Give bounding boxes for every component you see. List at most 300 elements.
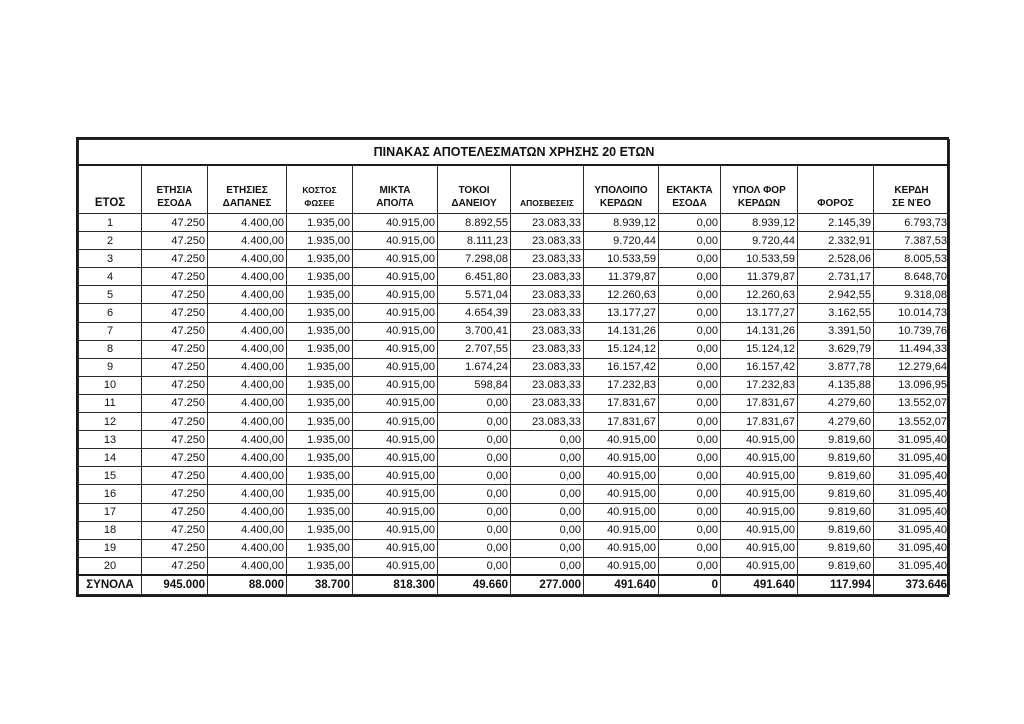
cell-osee-cost: 1.935,00 <box>287 503 353 521</box>
cell-extraordinary-income: 0,00 <box>659 557 721 575</box>
cell-extraordinary-income: 0,00 <box>659 250 721 268</box>
cell-tax: 3.877,78 <box>798 358 874 376</box>
cell-gross-profit: 40.915,00 <box>353 322 438 340</box>
cell-net-profit: 6.793,73 <box>874 214 950 232</box>
cell-depreciation: 23.083,33 <box>511 358 584 376</box>
column-header-line2: ΦΟΡΟΣ <box>817 198 854 209</box>
cell-year: 20 <box>79 557 142 575</box>
cell-osee-cost: 1.935,00 <box>287 250 353 268</box>
cell-annual-income: 47.250 <box>142 232 208 250</box>
cell-taxable-profit: 40.915,00 <box>721 521 798 539</box>
cell-gross-profit: 40.915,00 <box>353 557 438 575</box>
cell-gross-profit: 40.915,00 <box>353 485 438 503</box>
cell-depreciation: 23.083,33 <box>511 286 584 304</box>
cell-depreciation: 23.083,33 <box>511 394 584 412</box>
cell-osee-cost: 1.935,00 <box>287 232 353 250</box>
cell-loan-interest: 4.654,39 <box>438 304 511 322</box>
cell-remaining-profit: 40.915,00 <box>584 557 659 575</box>
cell-taxable-profit: 10.533,59 <box>721 250 798 268</box>
cell-annual-expenses: 4.400,00 <box>208 503 287 521</box>
cell-net-profit: 12.279,64 <box>874 358 950 376</box>
cell-tax: 3.629,79 <box>798 340 874 358</box>
cell-annual-expenses: 4.400,00 <box>208 485 287 503</box>
total-extraordinary-income: 0 <box>659 575 721 594</box>
cell-taxable-profit: 40.915,00 <box>721 449 798 467</box>
cell-tax: 9.819,60 <box>798 449 874 467</box>
cell-annual-income: 47.250 <box>142 413 208 431</box>
column-header-line1: ΚΕΡΔΗ <box>894 185 929 196</box>
column-header-osee-cost <box>287 165 353 214</box>
cell-year: 6 <box>79 304 142 322</box>
cell-remaining-profit: 40.915,00 <box>584 431 659 449</box>
cell-taxable-profit: 14.131,26 <box>721 322 798 340</box>
column-header-line2: ΚΕΡΔΩΝ <box>737 198 781 209</box>
column-header-line1: ΕΤΗΣΙΕΣ <box>226 185 268 196</box>
cell-osee-cost: 1.935,00 <box>287 413 353 431</box>
table-body <box>79 214 950 576</box>
cell-taxable-profit: 40.915,00 <box>721 431 798 449</box>
cell-osee-cost: 1.935,00 <box>287 340 353 358</box>
cell-net-profit: 31.095,40 <box>874 503 950 521</box>
cell-year: 10 <box>79 376 142 394</box>
column-header-year <box>79 165 142 214</box>
cell-taxable-profit: 9.720,44 <box>721 232 798 250</box>
cell-extraordinary-income: 0,00 <box>659 413 721 431</box>
cell-year: 4 <box>79 268 142 286</box>
column-header-line1: ΤΟΚΟΙ <box>458 185 490 196</box>
cell-loan-interest: 0,00 <box>438 449 511 467</box>
cell-annual-income: 47.250 <box>142 521 208 539</box>
cell-taxable-profit: 17.831,67 <box>721 413 798 431</box>
total-depreciation: 277.000 <box>511 575 584 594</box>
cell-annual-expenses: 4.400,00 <box>208 268 287 286</box>
cell-net-profit: 8.005,53 <box>874 250 950 268</box>
cell-osee-cost: 1.935,00 <box>287 268 353 286</box>
cell-extraordinary-income: 0,00 <box>659 467 721 485</box>
cell-annual-income: 47.250 <box>142 503 208 521</box>
cell-year: 19 <box>79 539 142 557</box>
cell-year: 13 <box>79 431 142 449</box>
cell-depreciation: 23.083,33 <box>511 304 584 322</box>
table-row <box>79 467 950 485</box>
table-row <box>79 539 950 557</box>
cell-remaining-profit: 40.915,00 <box>584 503 659 521</box>
cell-tax: 2.731,17 <box>798 268 874 286</box>
cell-remaining-profit: 40.915,00 <box>584 449 659 467</box>
table-row <box>79 503 950 521</box>
cell-extraordinary-income: 0,00 <box>659 322 721 340</box>
table-row <box>79 340 950 358</box>
table-row <box>79 413 950 431</box>
cell-osee-cost: 1.935,00 <box>287 214 353 232</box>
cell-taxable-profit: 16.157,42 <box>721 358 798 376</box>
cell-tax: 4.279,60 <box>798 413 874 431</box>
column-header-line2: ΣΕ ΝΈΟ <box>892 198 931 209</box>
cell-extraordinary-income: 0,00 <box>659 485 721 503</box>
cell-extraordinary-income: 0,00 <box>659 340 721 358</box>
table-row <box>79 431 950 449</box>
cell-extraordinary-income: 0,00 <box>659 286 721 304</box>
cell-annual-expenses: 4.400,00 <box>208 250 287 268</box>
cell-annual-expenses: 4.400,00 <box>208 358 287 376</box>
cell-annual-income: 47.250 <box>142 214 208 232</box>
cell-net-profit: 31.095,40 <box>874 521 950 539</box>
table-title: ΠΙΝΑΚΑΣ ΑΠΟΤΕΛΕΣΜΑΤΩΝ ΧΡΗΣΗΣ 20 ΕΤΩΝ <box>79 140 950 165</box>
cell-annual-income: 47.250 <box>142 431 208 449</box>
cell-loan-interest: 2.707,55 <box>438 340 511 358</box>
cell-depreciation: 0,00 <box>511 557 584 575</box>
cell-gross-profit: 40.915,00 <box>353 449 438 467</box>
cell-net-profit: 31.095,40 <box>874 431 950 449</box>
cell-gross-profit: 40.915,00 <box>353 394 438 412</box>
cell-loan-interest: 6.451,80 <box>438 268 511 286</box>
cell-depreciation: 23.083,33 <box>511 250 584 268</box>
cell-annual-income: 47.250 <box>142 449 208 467</box>
cell-gross-profit: 40.915,00 <box>353 286 438 304</box>
column-header-depreciation <box>511 165 584 214</box>
column-header-line2: ΕΣΟΔΑ <box>672 198 707 209</box>
cell-taxable-profit: 40.915,00 <box>721 539 798 557</box>
cell-annual-income: 47.250 <box>142 322 208 340</box>
cell-annual-expenses: 4.400,00 <box>208 376 287 394</box>
totals-label: ΣΥΝΟΛΑ <box>79 575 142 594</box>
cell-annual-income: 47.250 <box>142 539 208 557</box>
table-row <box>79 358 950 376</box>
cell-tax: 2.145,39 <box>798 214 874 232</box>
cell-taxable-profit: 12.260,63 <box>721 286 798 304</box>
table-row <box>79 250 950 268</box>
cell-osee-cost: 1.935,00 <box>287 431 353 449</box>
cell-extraordinary-income: 0,00 <box>659 539 721 557</box>
cell-osee-cost: 1.935,00 <box>287 304 353 322</box>
cell-tax: 2.332,91 <box>798 232 874 250</box>
cell-tax: 9.819,60 <box>798 521 874 539</box>
column-header-line2: ΚΕΡΔΩΝ <box>599 198 643 209</box>
totals-row <box>79 575 950 594</box>
cell-loan-interest: 1.674,24 <box>438 358 511 376</box>
cell-year: 8 <box>79 340 142 358</box>
cell-net-profit: 10.014,73 <box>874 304 950 322</box>
results-table-sheet <box>76 137 949 597</box>
cell-gross-profit: 40.915,00 <box>353 467 438 485</box>
cell-net-profit: 31.095,40 <box>874 449 950 467</box>
cell-net-profit: 31.095,40 <box>874 539 950 557</box>
cell-annual-expenses: 4.400,00 <box>208 322 287 340</box>
table-row <box>79 394 950 412</box>
cell-depreciation: 0,00 <box>511 521 584 539</box>
cell-depreciation: 0,00 <box>511 467 584 485</box>
cell-depreciation: 23.083,33 <box>511 322 584 340</box>
cell-annual-expenses: 4.400,00 <box>208 449 287 467</box>
cell-remaining-profit: 14.131,26 <box>584 322 659 340</box>
column-header-line1: ΥΠΟΛΟΙΠΟ <box>594 185 648 196</box>
cell-annual-expenses: 4.400,00 <box>208 413 287 431</box>
cell-net-profit: 10.739,76 <box>874 322 950 340</box>
total-loan-interest: 49.660 <box>438 575 511 594</box>
column-header-line2: ΑΠΟΣΒΕΣΕΙΣ <box>519 198 575 208</box>
cell-extraordinary-income: 0,00 <box>659 358 721 376</box>
cell-year: 1 <box>79 214 142 232</box>
cell-annual-expenses: 4.400,00 <box>208 214 287 232</box>
cell-year: 3 <box>79 250 142 268</box>
cell-tax: 9.819,60 <box>798 431 874 449</box>
cell-remaining-profit: 17.232,83 <box>584 376 659 394</box>
cell-taxable-profit: 40.915,00 <box>721 557 798 575</box>
cell-extraordinary-income: 0,00 <box>659 232 721 250</box>
cell-gross-profit: 40.915,00 <box>353 539 438 557</box>
table-row <box>79 232 950 250</box>
cell-remaining-profit: 40.915,00 <box>584 467 659 485</box>
total-remaining-profit: 491.640 <box>584 575 659 594</box>
cell-loan-interest: 0,00 <box>438 431 511 449</box>
cell-osee-cost: 1.935,00 <box>287 467 353 485</box>
cell-loan-interest: 598,84 <box>438 376 511 394</box>
cell-osee-cost: 1.935,00 <box>287 449 353 467</box>
cell-tax: 9.819,60 <box>798 503 874 521</box>
cell-remaining-profit: 16.157,42 <box>584 358 659 376</box>
cell-annual-expenses: 4.400,00 <box>208 431 287 449</box>
cell-annual-income: 47.250 <box>142 467 208 485</box>
cell-remaining-profit: 8.939,12 <box>584 214 659 232</box>
cell-year: 12 <box>79 413 142 431</box>
cell-annual-income: 47.250 <box>142 485 208 503</box>
column-header-line2: ΦΩΣΕΕ <box>304 198 335 208</box>
table-row <box>79 286 950 304</box>
cell-annual-income: 47.250 <box>142 358 208 376</box>
column-header-taxable-profit <box>721 165 798 214</box>
cell-net-profit: 31.095,40 <box>874 557 950 575</box>
cell-tax: 9.819,60 <box>798 539 874 557</box>
cell-tax: 9.819,60 <box>798 485 874 503</box>
cell-loan-interest: 0,00 <box>438 503 511 521</box>
cell-gross-profit: 40.915,00 <box>353 413 438 431</box>
cell-net-profit: 8.648,70 <box>874 268 950 286</box>
cell-loan-interest: 0,00 <box>438 394 511 412</box>
table-row <box>79 214 950 232</box>
cell-depreciation: 23.083,33 <box>511 413 584 431</box>
cell-extraordinary-income: 0,00 <box>659 376 721 394</box>
cell-annual-income: 47.250 <box>142 394 208 412</box>
cell-tax: 4.135,88 <box>798 376 874 394</box>
cell-loan-interest: 0,00 <box>438 521 511 539</box>
table-row <box>79 304 950 322</box>
cell-loan-interest: 0,00 <box>438 413 511 431</box>
cell-year: 11 <box>79 394 142 412</box>
cell-gross-profit: 40.915,00 <box>353 304 438 322</box>
cell-remaining-profit: 11.379,87 <box>584 268 659 286</box>
total-osee-cost: 38.700 <box>287 575 353 594</box>
cell-extraordinary-income: 0,00 <box>659 449 721 467</box>
cell-annual-expenses: 4.400,00 <box>208 467 287 485</box>
total-gross-profit: 818.300 <box>353 575 438 594</box>
cell-year: 14 <box>79 449 142 467</box>
cell-remaining-profit: 40.915,00 <box>584 521 659 539</box>
cell-taxable-profit: 40.915,00 <box>721 503 798 521</box>
cell-annual-expenses: 4.400,00 <box>208 521 287 539</box>
total-tax: 117.994 <box>798 575 874 594</box>
table-row <box>79 521 950 539</box>
cell-tax: 3.162,55 <box>798 304 874 322</box>
table-row <box>79 322 950 340</box>
cell-year: 7 <box>79 322 142 340</box>
cell-gross-profit: 40.915,00 <box>353 340 438 358</box>
cell-annual-expenses: 4.400,00 <box>208 539 287 557</box>
cell-remaining-profit: 10.533,59 <box>584 250 659 268</box>
column-header-gross-profit <box>353 165 438 214</box>
cell-osee-cost: 1.935,00 <box>287 521 353 539</box>
cell-gross-profit: 40.915,00 <box>353 521 438 539</box>
column-header-annual-income <box>142 165 208 214</box>
cell-extraordinary-income: 0,00 <box>659 268 721 286</box>
cell-annual-expenses: 4.400,00 <box>208 557 287 575</box>
cell-annual-income: 47.250 <box>142 376 208 394</box>
cell-depreciation: 0,00 <box>511 503 584 521</box>
cell-remaining-profit: 13.177,27 <box>584 304 659 322</box>
cell-annual-expenses: 4.400,00 <box>208 232 287 250</box>
cell-taxable-profit: 17.831,67 <box>721 394 798 412</box>
total-taxable-profit: 491.640 <box>721 575 798 594</box>
cell-taxable-profit: 13.177,27 <box>721 304 798 322</box>
cell-net-profit: 13.552,07 <box>874 413 950 431</box>
cell-osee-cost: 1.935,00 <box>287 322 353 340</box>
results-table <box>78 139 950 595</box>
cell-depreciation: 23.083,33 <box>511 232 584 250</box>
cell-year: 9 <box>79 358 142 376</box>
column-header-remaining-profit <box>584 165 659 214</box>
column-header-row <box>79 165 950 214</box>
cell-extraordinary-income: 0,00 <box>659 304 721 322</box>
column-header-net-profit <box>874 165 950 214</box>
table-row <box>79 268 950 286</box>
cell-loan-interest: 0,00 <box>438 539 511 557</box>
cell-gross-profit: 40.915,00 <box>353 268 438 286</box>
cell-osee-cost: 1.935,00 <box>287 485 353 503</box>
cell-depreciation: 0,00 <box>511 485 584 503</box>
column-header-line2: ΑΠΟ/ΤΑ <box>376 198 414 209</box>
cell-remaining-profit: 40.915,00 <box>584 539 659 557</box>
table-row <box>79 557 950 575</box>
cell-loan-interest: 0,00 <box>438 557 511 575</box>
cell-gross-profit: 40.915,00 <box>353 358 438 376</box>
column-header-line1: ΚΟΣΤΟΣ <box>302 185 337 195</box>
cell-tax: 3.391,50 <box>798 322 874 340</box>
cell-tax: 2.942,55 <box>798 286 874 304</box>
cell-annual-income: 47.250 <box>142 268 208 286</box>
cell-osee-cost: 1.935,00 <box>287 358 353 376</box>
cell-taxable-profit: 40.915,00 <box>721 485 798 503</box>
cell-year: 2 <box>79 232 142 250</box>
cell-osee-cost: 1.935,00 <box>287 539 353 557</box>
cell-taxable-profit: 11.379,87 <box>721 268 798 286</box>
cell-extraordinary-income: 0,00 <box>659 503 721 521</box>
table-row <box>79 485 950 503</box>
cell-loan-interest: 7.298,08 <box>438 250 511 268</box>
table-row <box>79 449 950 467</box>
cell-net-profit: 11.494,33 <box>874 340 950 358</box>
column-header-extraordinary-income <box>659 165 721 214</box>
cell-tax: 9.819,60 <box>798 467 874 485</box>
cell-extraordinary-income: 0,00 <box>659 214 721 232</box>
total-annual-expenses: 88.000 <box>208 575 287 594</box>
column-header-tax <box>798 165 874 214</box>
cell-annual-income: 47.250 <box>142 557 208 575</box>
cell-annual-expenses: 4.400,00 <box>208 304 287 322</box>
cell-annual-income: 47.250 <box>142 304 208 322</box>
table-row <box>79 376 950 394</box>
cell-loan-interest: 8.111,23 <box>438 232 511 250</box>
cell-depreciation: 23.083,33 <box>511 376 584 394</box>
column-header-line2: ΔΑΠΑΝΕΣ <box>222 198 272 209</box>
cell-loan-interest: 5.571,04 <box>438 286 511 304</box>
cell-taxable-profit: 15.124,12 <box>721 340 798 358</box>
cell-taxable-profit: 8.939,12 <box>721 214 798 232</box>
cell-gross-profit: 40.915,00 <box>353 431 438 449</box>
cell-remaining-profit: 12.260,63 <box>584 286 659 304</box>
cell-depreciation: 23.083,33 <box>511 214 584 232</box>
cell-tax: 2.528,06 <box>798 250 874 268</box>
cell-remaining-profit: 15.124,12 <box>584 340 659 358</box>
cell-tax: 4.279,60 <box>798 394 874 412</box>
cell-gross-profit: 40.915,00 <box>353 503 438 521</box>
cell-annual-income: 47.250 <box>142 340 208 358</box>
column-header-line1: ΕΤΗΣΙΑ <box>156 185 193 196</box>
cell-tax: 9.819,60 <box>798 557 874 575</box>
cell-net-profit: 7.387,53 <box>874 232 950 250</box>
cell-net-profit: 13.552,07 <box>874 394 950 412</box>
cell-taxable-profit: 40.915,00 <box>721 467 798 485</box>
cell-annual-expenses: 4.400,00 <box>208 340 287 358</box>
total-annual-income: 945.000 <box>142 575 208 594</box>
cell-remaining-profit: 40.915,00 <box>584 485 659 503</box>
cell-taxable-profit: 17.232,83 <box>721 376 798 394</box>
cell-depreciation: 23.083,33 <box>511 340 584 358</box>
cell-depreciation: 0,00 <box>511 431 584 449</box>
cell-annual-income: 47.250 <box>142 250 208 268</box>
cell-annual-expenses: 4.400,00 <box>208 286 287 304</box>
cell-net-profit: 31.095,40 <box>874 467 950 485</box>
cell-loan-interest: 3.700,41 <box>438 322 511 340</box>
cell-loan-interest: 8.892,55 <box>438 214 511 232</box>
cell-remaining-profit: 9.720,44 <box>584 232 659 250</box>
cell-year: 16 <box>79 485 142 503</box>
column-header-line2: ΕΤΟΣ <box>94 197 126 209</box>
total-net-profit: 373.646 <box>874 575 950 594</box>
cell-year: 18 <box>79 521 142 539</box>
cell-remaining-profit: 17.831,67 <box>584 394 659 412</box>
column-header-line1: ΕΚΤΑΚΤΑ <box>666 185 713 196</box>
cell-depreciation: 0,00 <box>511 539 584 557</box>
column-header-line2: ΔΑΝΕΙΟΥ <box>451 198 497 209</box>
cell-osee-cost: 1.935,00 <box>287 394 353 412</box>
cell-net-profit: 31.095,40 <box>874 485 950 503</box>
cell-loan-interest: 0,00 <box>438 467 511 485</box>
column-header-line1: ΥΠΟΛ ΦΟΡ <box>732 185 786 196</box>
cell-year: 15 <box>79 467 142 485</box>
cell-loan-interest: 0,00 <box>438 485 511 503</box>
cell-annual-expenses: 4.400,00 <box>208 394 287 412</box>
column-header-loan-interest <box>438 165 511 214</box>
cell-extraordinary-income: 0,00 <box>659 431 721 449</box>
column-header-annual-expenses <box>208 165 287 214</box>
cell-net-profit: 9.318,08 <box>874 286 950 304</box>
cell-net-profit: 13.096,95 <box>874 376 950 394</box>
cell-extraordinary-income: 0,00 <box>659 521 721 539</box>
cell-remaining-profit: 17.831,67 <box>584 413 659 431</box>
column-header-line2: ΕΣΟΔΑ <box>157 198 192 209</box>
cell-depreciation: 0,00 <box>511 449 584 467</box>
cell-year: 17 <box>79 503 142 521</box>
cell-gross-profit: 40.915,00 <box>353 214 438 232</box>
